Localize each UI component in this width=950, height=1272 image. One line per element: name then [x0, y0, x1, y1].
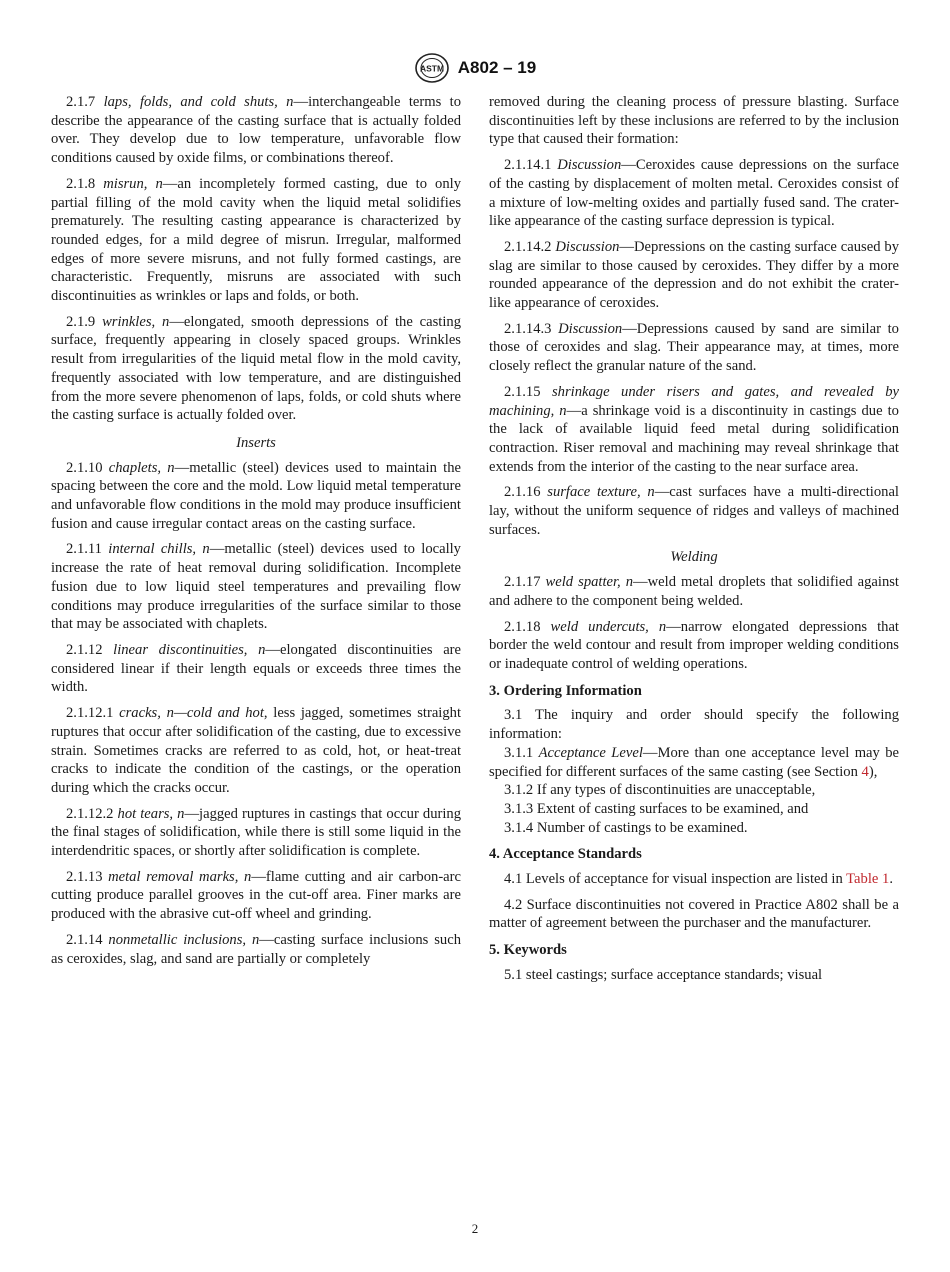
definition-2-1-15: 2.1.15 shrinkage under risers and gates, and revealed by machining, n—a shrinkage void is a discontinuity in castings due to the lack of available liquid feed metal during solidification contraction. Riser removal and machining may reveal shrinkage that extends from the interior of the casting to the near surface area. [489, 383, 899, 475]
definition-2-1-9: 2.1.9 wrinkles, n—elongated, smooth depressions of the casting surface, frequently appearing in closely spaced groups. Wrinkles result from irregularities of the liquid metal flow in the mold cavity, frequently associated with low temperature, and are distinguished from the more severe phenomenon of laps, folds, or cold shuts where the casting surface is actually folded over. [51, 313, 461, 424]
discussion-2-1-14-2: 2.1.14.2 Discussion—Depressions on the casting surface caused by slag are similar to those caused by ceroxides. They differ by a more rounded appearance of the depression and do not exhibit the crater-like appearance of ceroxides. [489, 238, 899, 312]
definition-2-1-14: 2.1.14 nonmetallic inclusions, n—casting surface inclusions such as ceroxides, slag, and sand are partially or completely [51, 931, 461, 967]
definition-2-1-11: 2.1.11 internal chills, n—metallic (steel) devices used to locally increase the rate of heat removal during solidification. Incomplete fusion due to low liquid steel temperatures and prevailing flow conditions may produce irregularities of the surface similar to those that may be associated with chaplets. [51, 541, 461, 633]
section-3-heading: 3. Ordering Information [489, 682, 642, 699]
page-number: 2 [471, 1221, 479, 1236]
section-4-heading: 4. Acceptance Standards [489, 846, 642, 863]
standard-designation: A802 – 19 [457, 58, 537, 77]
clause-3-1-1: 3.1.1 Acceptance Level—More than one acceptance level may be specified for different surfaces of the same casting (see Section 4), [489, 744, 899, 780]
page-header [0, 52, 950, 84]
discussion-2-1-14-3: 2.1.14.3 Discussion—Depressions caused by sand are similar to those of ceroxides and slag. Their appearance may, at times, more closely reflect the granular nature of the sand. [489, 320, 899, 375]
inserts-heading: Inserts [236, 434, 276, 451]
definition-2-1-7: 2.1.7 laps, folds, and cold shuts, n—interchangeable terms to describe the appearance of the casting surface that is actually folded over. They develop due to low temperature, unfavorable flow conditions caused by oxide films, or combinations thereof. [51, 94, 461, 167]
definition-2-1-17: 2.1.17 weld spatter, n—weld metal droplets that solidified against and adhere to the component being welded. [489, 574, 899, 609]
definition-2-1-12-2: 2.1.12.2 hot tears, n—jagged ruptures in castings that occur during the final stages of solidification, while there is still some liquid in the interdendritic spaces, or shortly after solidification is complete. [51, 805, 461, 860]
section-4-link[interactable]: 4 [861, 763, 869, 780]
table-1-link[interactable]: Table 1 [846, 871, 890, 888]
clause-3-1-4: 3.1.4 Number of castings to be examined. [504, 819, 748, 836]
definition-2-1-14-continued: removed during the cleaning process of pressure blasting. Surface discontinuities left by these inclusions are referred to by the inclusion type that caused their formation: [489, 94, 899, 148]
clause-5-1: 5.1 steel castings; surface acceptance standards; visual [504, 966, 823, 983]
clause-3-1: 3.1 The inquiry and order should specify the following information: [489, 707, 899, 743]
clause-3-1-3: 3.1.3 Extent of casting surfaces to be examined, and [504, 800, 809, 817]
definition-2-1-16: 2.1.16 surface texture, n—cast surfaces have a multi-directional lay, without the uniform sequence of ridges and valleys of machined surfaces. [489, 484, 899, 538]
clause-3-1-2: 3.1.2 If any types of discontinuities are unacceptable, [504, 782, 816, 799]
definition-2-1-8: 2.1.8 misrun, n—an incompletely formed casting, due to only partial filling of the mold cavity when the liquid metal solidifies prematurely. The resulting casting appearance is characterized by rounded edges, for a mild degree of misrun. Irregular, malformed edges of more severe misruns, and not fully formed castings, are characteristic. Frequently, misruns are associated with such discontinuities as wrinkles or laps and folds, or both. [51, 175, 461, 305]
definition-2-1-10: 2.1.10 chaplets, n—metallic (steel) devices used to maintain the spacing between the core and the mold. Low liquid metal temperature and unfavorable flow conditions in the mold may produce insufficient fusion and cause irregular contact areas on the casting surface. [51, 459, 461, 532]
welding-heading: Welding [670, 549, 718, 566]
clause-4-2: 4.2 Surface discontinuities not covered in Practice A802 shall be a matter of agreement between the purchaser and the manufacturer. [489, 896, 899, 932]
right-column [489, 93, 899, 992]
definition-2-1-12-1: 2.1.12.1 cracks, n—cold and hot, less jagged, sometimes straight ruptures that occur after solidification of the casting, due to excessive strain. Sometimes cracks are referred to as cold, hot, or heat-treat cracks to indicate the condition of the castings, or the operation during which the cracks occur. [51, 705, 461, 796]
discussion-2-1-14-1: 2.1.14.1 Discussion—Ceroxides cause depressions on the surface of the casting by displacement of molten metal. Ceroxides consist of a mixture of low-melting oxides and partially fused sand. The crater-like appearance of the casting surface depression is typical. [489, 157, 899, 230]
definition-2-1-13: 2.1.13 metal removal marks, n—flame cutting and air carbon-arc cutting produce parallel grooves in the cut-off area. Finer marks are produced with the abrasive cut-off wheel and grinding. [51, 868, 461, 923]
section-5-heading: 5. Keywords [489, 942, 567, 959]
clause-4-1: 4.1 Levels of acceptance for visual inspection are listed in Table 1. [504, 871, 893, 888]
astm-logo-icon [414, 52, 450, 84]
definition-2-1-12: 2.1.12 linear discontinuities, n—elongated discontinuities are considered linear if their length equals or exceeds three times the width. [51, 641, 462, 696]
definition-2-1-18: 2.1.18 weld undercuts, n—narrow elongated depressions that border the weld contour and result from improper welding conditions or inadequate control of welding operations. [489, 618, 899, 672]
svg-text:ASTM: ASTM [419, 63, 444, 74]
left-column [51, 93, 461, 968]
